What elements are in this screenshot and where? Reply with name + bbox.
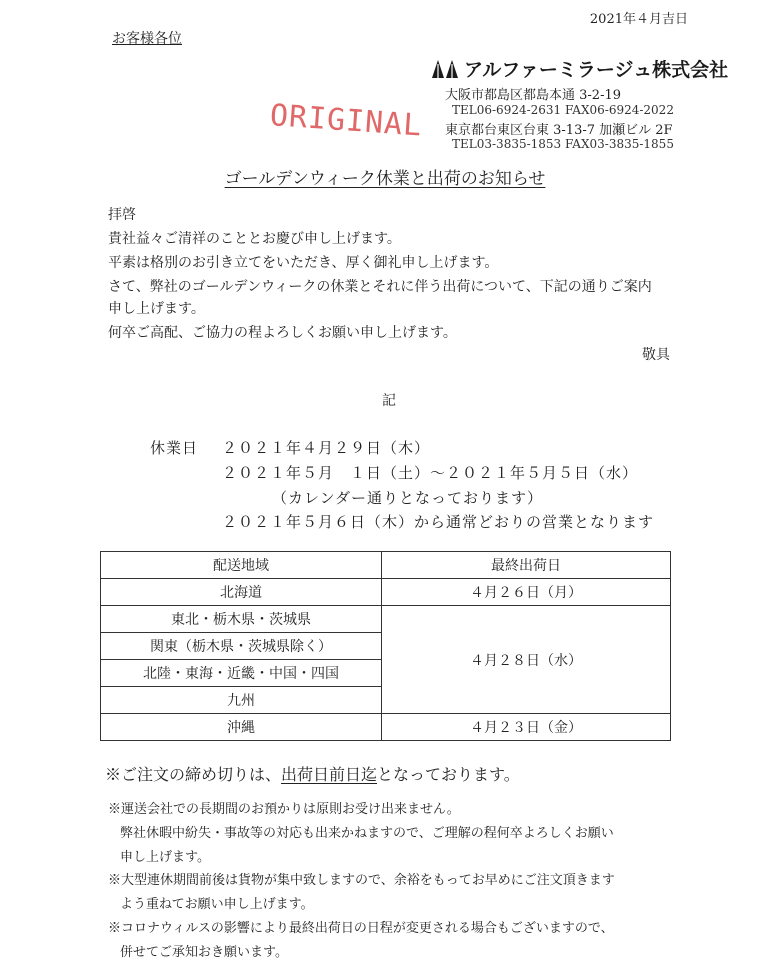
holiday-label: 休業日 <box>150 439 199 457</box>
letter-line: 申し上げます。 <box>108 301 205 317</box>
tokyo-tel: TEL03-3835-1853 FAX03-3835-1855 <box>452 137 674 151</box>
tokyo-address: 東京都台東区台東 3-13-7 加瀬ビル 2F <box>445 123 673 138</box>
date-cell: ４月２８日（水） <box>382 606 671 714</box>
note-line: 申し上げます。 <box>120 850 210 865</box>
calendar-note: （カレンダー通りとなっております） <box>272 489 544 507</box>
header-last-ship-date: 最終出荷日 <box>382 552 671 579</box>
shipping-table <box>100 551 671 741</box>
twin-peaks-logo-icon <box>432 60 460 78</box>
resume-note: ２０２１年５月６日（木）から通常どおりの営業となります <box>222 513 655 531</box>
company-name: アルファーミラージュ株式会社 <box>464 59 729 81</box>
letter-line: 貴社益々ご清祥のこととお慶び申し上げます。 <box>108 231 401 247</box>
osaka-tel: TEL06-6924-2631 FAX06-6924-2022 <box>452 103 674 117</box>
closing-salutation: 敬具 <box>642 347 670 363</box>
document-title <box>0 164 770 189</box>
letter-line: 平素は格別のお引き立てをいただき、厚く御礼申し上げます。 <box>108 255 499 271</box>
note-line: 弊社休暇中紛失・事故等の対応も出来かねますので、ご理解の程何卒よろしくお願い <box>120 826 614 841</box>
note-line: よう重ねてお願い申し上げます。 <box>120 897 314 912</box>
note-line: ※運送会社での長期間のお預かりは原則お受け出来ません。 <box>108 802 460 817</box>
note-line: ※コロナウィルスの影響により最終出荷日の日程が変更される場合もございますので、 <box>108 921 614 936</box>
deadline-emphasis: 出荷日前日迄 <box>281 765 378 784</box>
region-cell: 北陸・東海・近畿・中国・四国 <box>101 660 382 687</box>
issue-date: 2021年４月吉日 <box>589 12 688 27</box>
table-header-row <box>101 552 671 579</box>
table-row <box>101 606 671 633</box>
osaka-address: 大阪市都島区都島本通 3-2-19 <box>445 88 622 103</box>
region-cell: 北海道 <box>101 579 382 606</box>
note-line: ※大型連休期間前後は貨物が集中致しますので、余裕をもってお早めにご注文頂きます <box>108 873 615 888</box>
holiday-date-range: ２０２１年５月 １日（土）～２０２１年５月５日（水） <box>222 464 639 482</box>
document-title-text: ゴールデンウィーク休業と出荷のお知らせ <box>224 169 546 189</box>
original-stamp: ORIGINAL <box>268 98 424 144</box>
header-region: 配送地域 <box>101 552 382 579</box>
region-cell: 九州 <box>101 687 382 714</box>
letter-line: さて、弊社のゴールデンウィークの休業とそれに伴う出荷について、下記の通りご案内 <box>108 279 652 295</box>
region-cell: 関東（栃木県・茨城県除く） <box>101 633 382 660</box>
company-logo-block <box>432 55 728 82</box>
opening-salutation: 拝啓 <box>108 207 136 223</box>
deadline-prefix: ※ご注文の締め切りは、 <box>105 765 282 784</box>
table-row <box>101 714 671 741</box>
note-line: 併せてご承知おき願います。 <box>120 945 288 960</box>
region-cell: 東北・栃木県・茨城県 <box>101 606 382 633</box>
letter-line: 何卒ご高配、ご協力の程よろしくお願い申し上げます。 <box>108 325 457 341</box>
deadline-suffix: となっております。 <box>377 765 520 784</box>
region-cell: 沖縄 <box>101 714 382 741</box>
date-cell: ４月２３日（金） <box>382 714 671 741</box>
recipient: お客様各位 <box>112 31 182 47</box>
table-row <box>101 579 671 606</box>
ki-marker: 記 <box>382 393 396 409</box>
order-deadline <box>105 762 520 785</box>
holiday-date-1: ２０２１年４月２９日（木） <box>222 439 431 457</box>
date-cell: ４月２６日（月） <box>382 579 671 606</box>
